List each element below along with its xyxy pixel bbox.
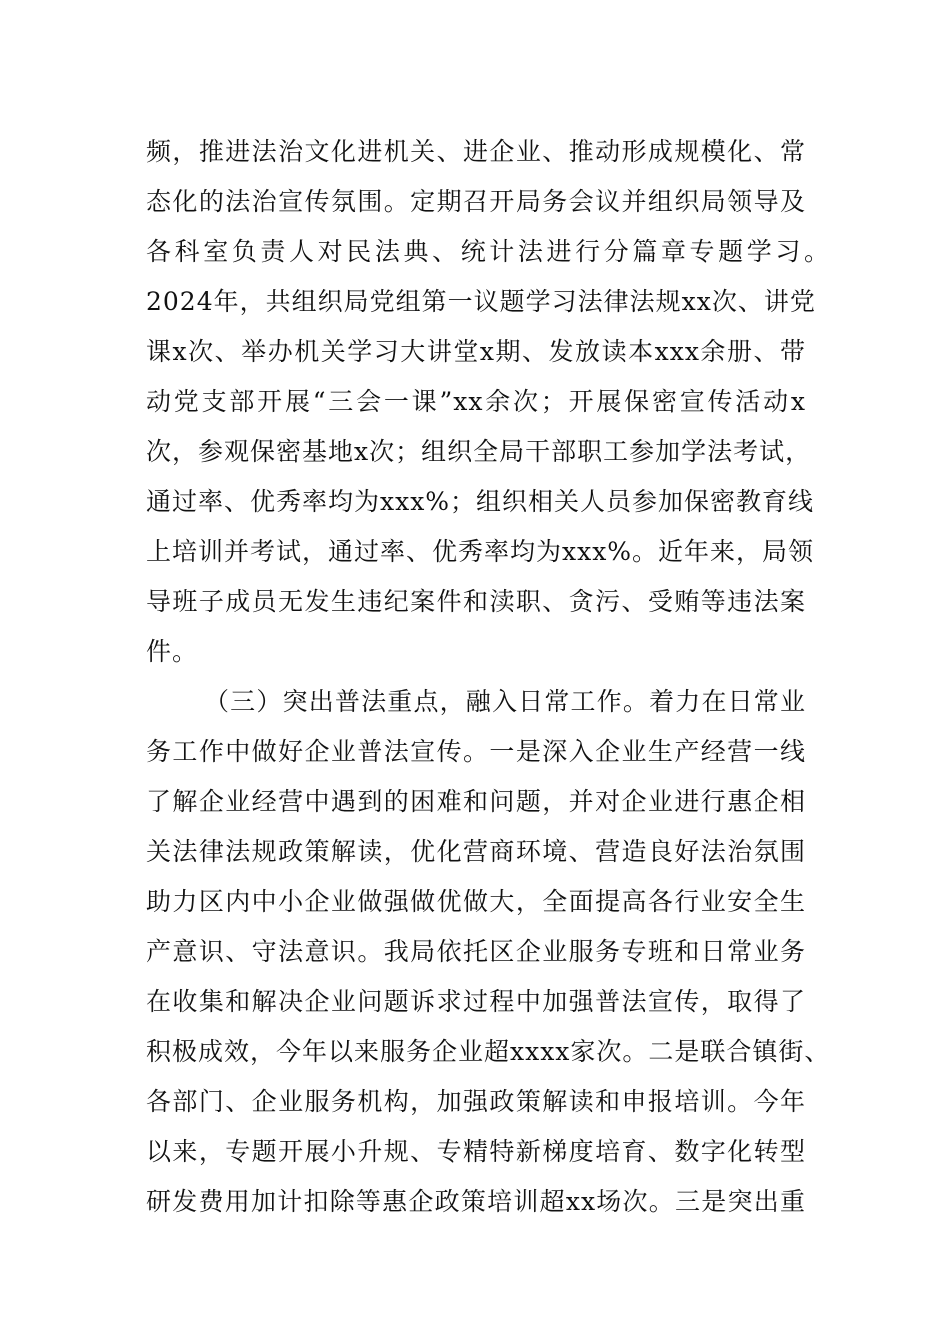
text-line: 上培训并考试，通过率、优秀率均为xxx%。近年来，局领 bbox=[146, 537, 815, 566]
text-line: 频，推进法治文化进机关、进企业、推动形成规模化、常 bbox=[146, 137, 806, 166]
text-line: 研发费用加计扣除等惠企政策培训超xx场次。三是突出重 bbox=[146, 1187, 806, 1216]
text-line: 2024年，共组织局党组第一议题学习法律法规xx次、讲党 bbox=[146, 287, 816, 316]
text-line: 了解企业经营中遇到的困难和问题，并对企业进行惠企相 bbox=[146, 787, 806, 816]
text-line: 以来，专题开展小升规、专精特新梯度培育、数字化转型 bbox=[146, 1137, 806, 1166]
text-line: 动党支部开展“三会一课”xx余次；开展保密宣传活动x bbox=[146, 387, 806, 416]
text-line: 通过率、优秀率均为xxx%；组织相关人员参加保密教育线 bbox=[146, 487, 815, 516]
text-line: 助力区内中小企业做强做优做大，全面提高各行业安全生 bbox=[146, 887, 806, 916]
text-line: 关法律法规政策解读，优化营商环境、营造良好法治氛围 bbox=[146, 837, 806, 866]
text-line: 产意识、守法意识。我局依托区企业服务专班和日常业务 bbox=[146, 937, 806, 966]
text-line: 务工作中做好企业普法宣传。一是深入企业生产经营一线 bbox=[146, 737, 806, 766]
text-line: 在收集和解决企业问题诉求过程中加强普法宣传，取得了 bbox=[146, 987, 806, 1016]
text-line: 各部门、企业服务机构，加强政策解读和申报培训。今年 bbox=[146, 1087, 806, 1116]
text-line: 积极成效，今年以来服务企业超xxxx家次。二是联合镇街、 bbox=[146, 1037, 831, 1066]
text-line: 各科室负责人对民法典、统计法进行分篇章专题学习。 bbox=[146, 237, 830, 266]
text-line: 次，参观保密基地x次；组织全局干部职工参加学法考试， bbox=[146, 437, 812, 466]
text-line: 课x次、举办机关学习大讲堂x期、发放读本xxx余册、带 bbox=[146, 337, 806, 366]
section-heading-line: （三）突出普法重点，融入日常工作。着力在日常业 bbox=[204, 687, 806, 716]
text-line: 导班子成员无发生违纪案件和渎职、贪污、受贿等违法案 bbox=[146, 587, 806, 616]
text-line: 件。 bbox=[146, 637, 199, 666]
text-line: 态化的法治宣传氛围。定期召开局务会议并组织局领导及 bbox=[146, 187, 806, 216]
